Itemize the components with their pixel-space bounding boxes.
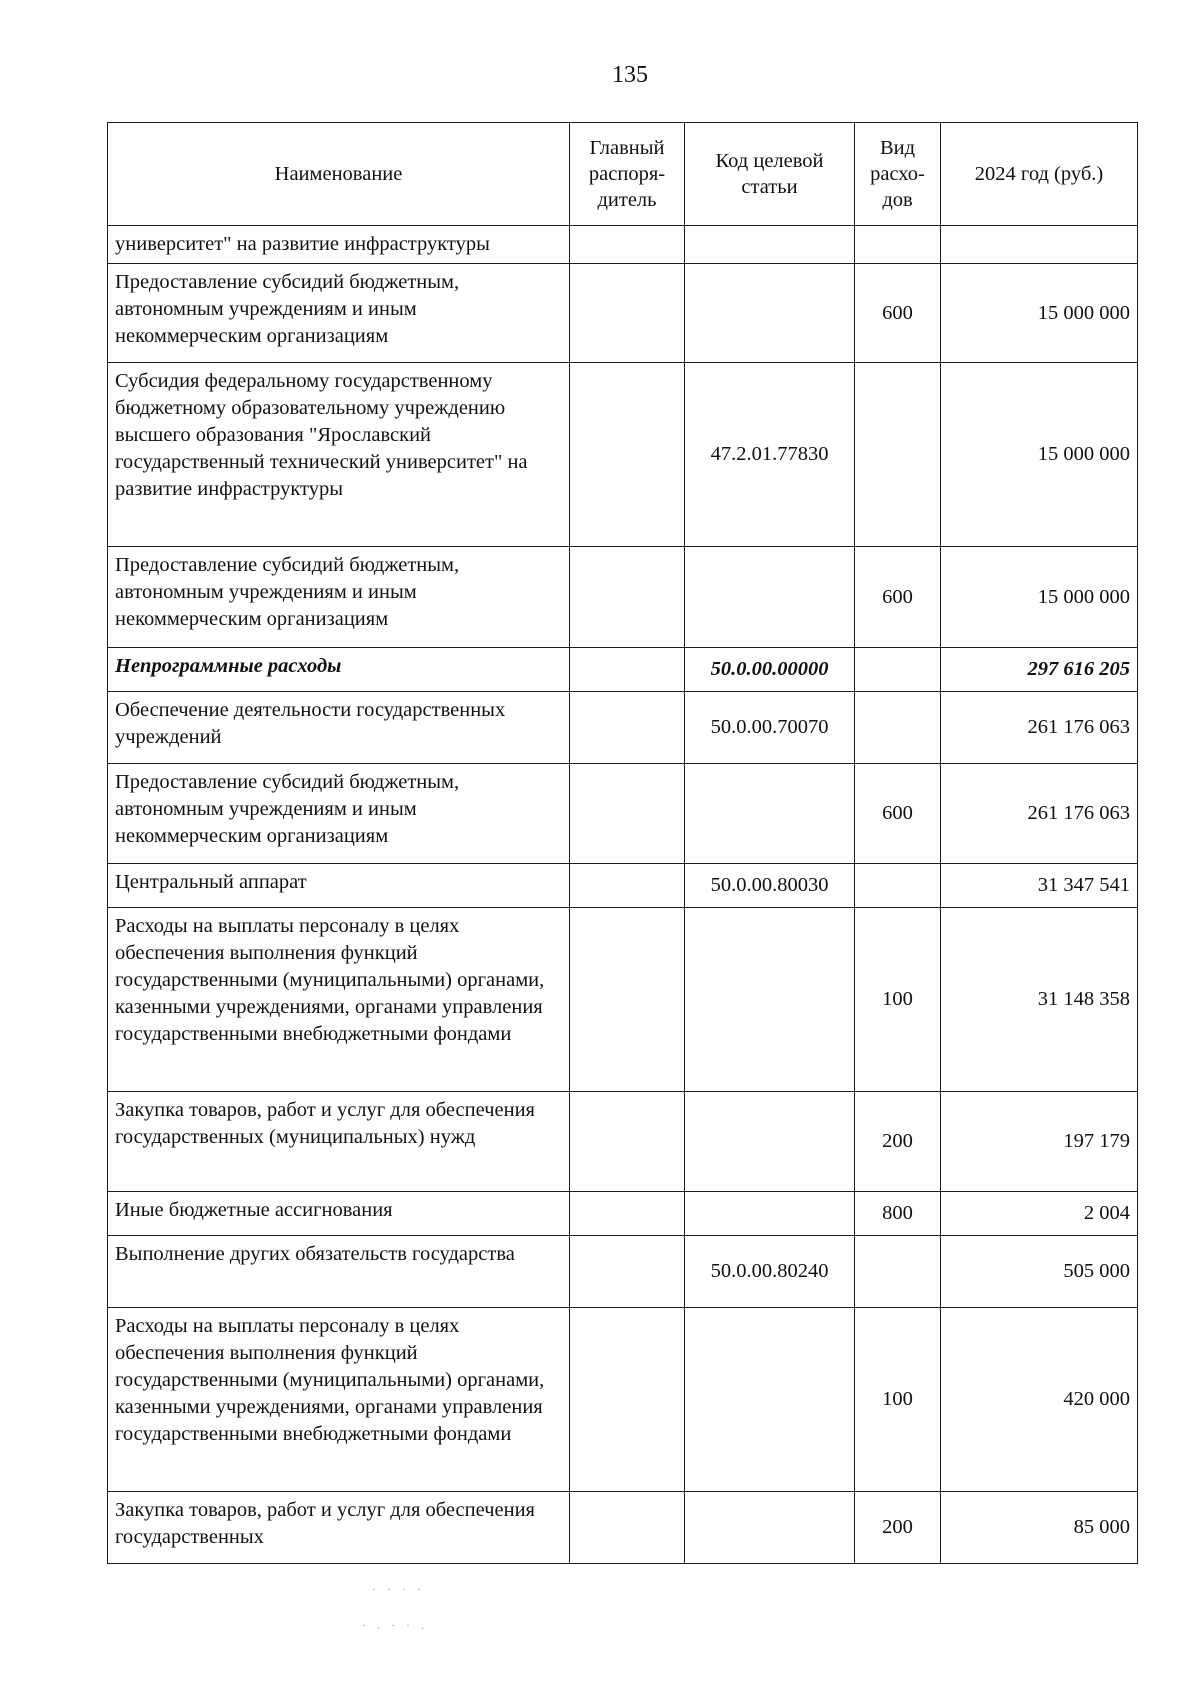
row-manager [570, 1236, 685, 1308]
table-row [108, 1192, 1138, 1236]
row-target-code: 47.2.01.77830 [685, 363, 855, 547]
row-manager [570, 864, 685, 908]
row-expense-type [855, 864, 941, 908]
row-expense-type [855, 692, 941, 764]
row-expense-type: 600 [855, 264, 941, 363]
scan-artifact: · · · · [372, 1582, 425, 1596]
row-target-code [685, 547, 855, 648]
row-amount: 420 000 [941, 1308, 1138, 1492]
row-target-code: 50.0.00.80030 [685, 864, 855, 908]
table-row [108, 1308, 1138, 1492]
row-name: Иные бюджетные ассигнования [108, 1192, 570, 1236]
row-target-code: 50.0.00.00000 [685, 648, 855, 692]
header-target-code: Код целевой статьи [685, 123, 855, 226]
row-manager [570, 648, 685, 692]
row-manager [570, 226, 685, 264]
row-manager [570, 908, 685, 1092]
budget-table [107, 122, 1138, 1564]
row-amount: 15 000 000 [941, 363, 1138, 547]
table-row [108, 226, 1138, 264]
row-name: Закупка товаров, работ и услуг для обеспечения государственных (муниципальных) нужд [108, 1092, 570, 1192]
row-target-code [685, 264, 855, 363]
row-name: Непрограммные расходы [108, 648, 570, 692]
table-row [108, 264, 1138, 363]
table-row [108, 908, 1138, 1092]
row-manager [570, 264, 685, 363]
table-row-section [108, 648, 1138, 692]
row-expense-type [855, 648, 941, 692]
row-expense-type [855, 363, 941, 547]
row-amount: 2 004 [941, 1192, 1138, 1236]
row-expense-type [855, 226, 941, 264]
row-name: Выполнение других обязательств государства [108, 1236, 570, 1308]
table-row [108, 363, 1138, 547]
table-row [108, 547, 1138, 648]
row-expense-type [855, 1236, 941, 1308]
row-name: Субсидия федеральному государственному бюджетному образовательному учреждению высшего образования "Ярославский государственный технический университет" на развитие инфраструктуры [108, 363, 570, 547]
row-manager [570, 692, 685, 764]
row-target-code [685, 226, 855, 264]
row-manager [570, 1308, 685, 1492]
row-name: Предоставление субсидий бюджетным, автономным учреждениям и иным некоммерческим организациям [108, 547, 570, 648]
header-name: Наименование [108, 123, 570, 226]
row-manager [570, 1092, 685, 1192]
row-amount: 15 000 000 [941, 264, 1138, 363]
page-number: 135 [612, 62, 648, 88]
table-row [108, 1236, 1138, 1308]
row-target-code [685, 908, 855, 1092]
row-manager [570, 764, 685, 864]
row-target-code [685, 1192, 855, 1236]
row-manager [570, 363, 685, 547]
table-header-row [108, 123, 1138, 226]
header-expense-type: Вид расхо- дов [855, 123, 941, 226]
row-manager [570, 1492, 685, 1564]
row-expense-type: 200 [855, 1092, 941, 1192]
row-expense-type: 100 [855, 908, 941, 1092]
row-target-code [685, 1492, 855, 1564]
row-manager [570, 547, 685, 648]
row-target-code [685, 764, 855, 864]
row-name: Закупка товаров, работ и услуг для обеспечения государственных [108, 1492, 570, 1564]
row-name: Предоставление субсидий бюджетным, автономным учреждениям и иным некоммерческим организациям [108, 764, 570, 864]
header-year-amount: 2024 год (руб.) [941, 123, 1138, 226]
row-name: Расходы на выплаты персоналу в целях обеспечения выполнения функций государственными (муниципальными) органами, казенными учреждениями, органами управления государственными внебюджетными фондами [108, 908, 570, 1092]
row-amount: 297 616 205 [941, 648, 1138, 692]
row-amount: 505 000 [941, 1236, 1138, 1308]
row-expense-type: 600 [855, 764, 941, 864]
row-expense-type: 600 [855, 547, 941, 648]
row-amount: 85 000 [941, 1492, 1138, 1564]
row-name: Центральный аппарат [108, 864, 570, 908]
row-name: Предоставление субсидий бюджетным, автономным учреждениям и иным некоммерческим организациям [108, 264, 570, 363]
row-name: Обеспечение деятельности государственных учреждений [108, 692, 570, 764]
table-row [108, 764, 1138, 864]
scan-artifact: · . · · . [362, 1618, 428, 1632]
row-amount: 261 176 063 [941, 764, 1138, 864]
row-target-code [685, 1092, 855, 1192]
row-amount: 197 179 [941, 1092, 1138, 1192]
row-target-code: 50.0.00.80240 [685, 1236, 855, 1308]
row-target-code [685, 1308, 855, 1492]
table-row [108, 864, 1138, 908]
row-name: Расходы на выплаты персоналу в целях обеспечения выполнения функций государственными (муниципальными) органами, казенными учреждениями, органами управления государственными внебюджетными фондами [108, 1308, 570, 1492]
row-manager [570, 1192, 685, 1236]
table-row [108, 692, 1138, 764]
row-name: университет" на развитие инфраструктуры [108, 226, 570, 264]
table-row [108, 1092, 1138, 1192]
row-expense-type: 100 [855, 1308, 941, 1492]
row-amount: 15 000 000 [941, 547, 1138, 648]
header-manager: Главный распоря- дитель [570, 123, 685, 226]
row-target-code: 50.0.00.70070 [685, 692, 855, 764]
row-amount: 261 176 063 [941, 692, 1138, 764]
row-expense-type: 200 [855, 1492, 941, 1564]
row-expense-type: 800 [855, 1192, 941, 1236]
row-amount: 31 148 358 [941, 908, 1138, 1092]
table-row [108, 1492, 1138, 1564]
row-amount [941, 226, 1138, 264]
row-amount: 31 347 541 [941, 864, 1138, 908]
